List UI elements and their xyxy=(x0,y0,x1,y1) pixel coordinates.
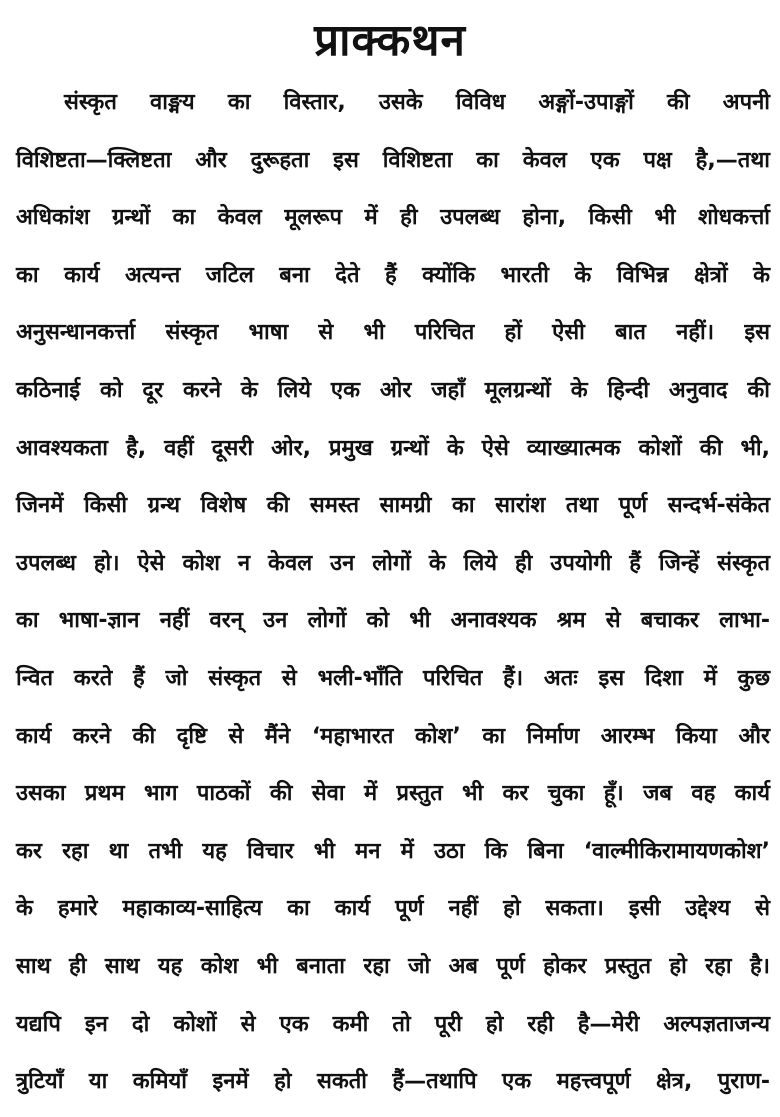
text-line: आवश्यकता है, वहीं दूसरी ओर, प्रमुख ग्रन्थों के ऐसे व्याख्यात्मक कोशों की भी, xyxy=(16,435,770,461)
text-line: कठिनाई को दूर करने के लिये एक ओर जहाँ मूलग्रन्थों के हिन्दी अनुवाद की xyxy=(16,377,770,403)
text-line: का भाषा-ज्ञान नहीं वरन् उन लोगों को भी अनावश्यक श्रम से बचाकर लाभा- xyxy=(16,608,770,634)
text-line: न्वित करते हैं जो संस्कृत से भली-भाँति परिचित हैं। अतः इस दिशा में कुछ xyxy=(16,665,770,691)
text-line: कार्य करने की दृष्टि से मैंने ‘महाभारत कोश’ का निर्माण आरम्भ किया और xyxy=(16,723,770,749)
text-line: के हमारे महाकाव्य-साहित्य का कार्य पूर्ण नहीं हो सकता। इसी उद्देश्य से xyxy=(16,896,770,922)
text-line: विशिष्टता—क्लिष्टता और दुरूहता इस विशिष्टता का केवल एक पक्ष है,—तथा xyxy=(16,147,770,173)
text-line: संस्कृत वाङ्मय का विस्तार, उसके विविध अङ्गों-उपाङ्गों की अपनी xyxy=(64,90,770,115)
text-line: साथ ही साथ यह कोश भी बनाता रहा जो अब पूर्ण होकर प्रस्तुत हो रहा है। xyxy=(16,953,770,979)
text-line: जिनमें किसी ग्रन्थ विशेष की समस्त सामग्री का सारांश तथा पूर्ण सन्दर्भ-संकेत xyxy=(16,493,770,519)
text-line: कर रहा था तभी यह विचार भी मन में उठा कि बिना ‘वाल्मीकिरामायणकोश’ xyxy=(16,838,770,864)
text-line: का कार्य अत्यन्त जटिल बना देते हैं क्योंकि भारती के विभिन्न क्षेत्रों के xyxy=(16,262,770,288)
text-line: अधिकांश ग्रन्थों का केवल मूलरूप में ही उपलब्ध होना, किसी भी शोधकर्त्ता xyxy=(16,205,770,231)
text-line: उपलब्ध हो। ऐसे कोश न केवल उन लोगों के लिये ही उपयोगी हैं जिन्हें संस्कृत xyxy=(16,550,770,576)
text-line: त्रुटियाँ या कमियाँ इनमें हो सकती हैं—तथापि एक महत्त्वपूर्ण क्षेत्र, पुराण- xyxy=(16,1069,770,1095)
page-title: प्राक्कथन xyxy=(314,15,466,66)
text-line: अनुसन्धानकर्त्ता संस्कृत भाषा से भी परिचित हों ऐसी बात नहीं। इस xyxy=(16,320,770,346)
text-line: उसका प्रथम भाग पाठकों की सेवा में प्रस्तुत भी कर चुका हूँ। जब वह कार्य xyxy=(16,781,770,807)
preface-paragraph xyxy=(16,80,770,1117)
text-line: यद्यपि इन दो कोशों से एक कमी तो पूरी हो रही है—मेरी अल्पज्ञताजन्य xyxy=(16,1011,770,1037)
